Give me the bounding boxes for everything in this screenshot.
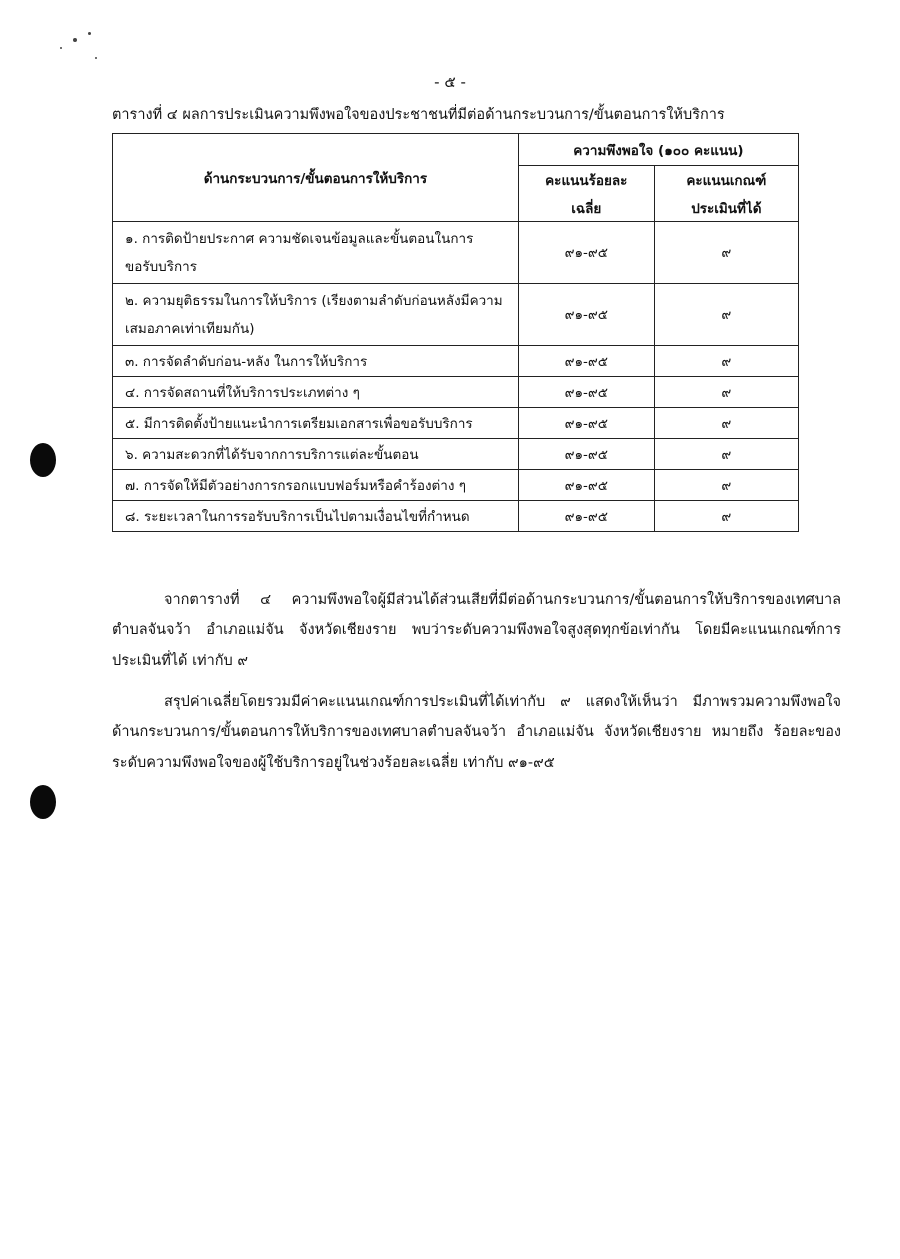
row-average: ๙๑-๙๕ <box>518 439 654 470</box>
row-score: ๙ <box>654 439 798 470</box>
table-row <box>113 284 799 346</box>
row-average: ๙๑-๙๕ <box>518 470 654 501</box>
row-process: ๑. การติดป้ายประกาศ ความชัดเจนข้อมูลและขั้นตอนในการขอรับบริการ <box>113 222 519 284</box>
punch-hole-top <box>30 443 56 477</box>
row-score: ๙ <box>654 470 798 501</box>
row-average: ๙๑-๙๕ <box>518 408 654 439</box>
row-average: ๙๑-๙๕ <box>518 346 654 377</box>
row-process: ๓. การจัดลำดับก่อน-หลัง ในการให้บริการ <box>113 346 519 377</box>
table-caption: ตารางที่ ๔ ผลการประเมินความพึงพอใจของประชาชนที่มีต่อด้านกระบวนการ/ขั้นตอนการให้บริการ <box>112 107 725 123</box>
scan-speck <box>73 38 77 42</box>
row-score: ๙ <box>654 501 798 532</box>
scan-speck <box>88 32 91 35</box>
row-score: ๙ <box>654 408 798 439</box>
header-score-line1: คะแนนเกณฑ์ <box>686 172 767 189</box>
table-row <box>113 346 799 377</box>
row-score: ๙ <box>654 346 798 377</box>
scan-speck <box>95 57 97 59</box>
row-process: ๒. ความยุติธรรมในการให้บริการ (เรียงตามลำดับก่อนหลังมีความเสมอภาคเท่าเทียมกัน) <box>113 284 519 346</box>
table-row <box>113 470 799 501</box>
header-score-line2: ประเมินที่ได้ <box>691 200 762 217</box>
paragraph-summary: จากตารางที่ ๔ ความพึงพอใจผู้มีส่วนได้ส่วนเสียที่มีต่อด้านกระบวนการ/ขั้นตอนการให้บริการของเทศบาลตำบลจันจว้า อำเภอแม่จัน จังหวัดเชียงราย พบว่าระดับความพึงพอใจสูงสุดทุกข้อเท่ากัน โดยมีคะแนนเกณฑ์การประเมินที่ได้ เท่ากับ ๙ <box>112 591 841 669</box>
paragraph-conclusion: สรุปค่าเฉลี่ยโดยรวมมีค่าคะแนนเกณฑ์การประเมินที่ได้เท่ากับ ๙ แสดงให้เห็นว่า มีภาพรวมความพึงพอใจ ด้านกระบวนการ/ขั้นตอนการให้บริการของเทศบาลตำบลจันจว้า อำเภอแม่จัน จังหวัดเชียงราย หมายถึง ร้อยละของระดับความพึงพอใจของผู้ใช้บริการอยู่ในช่วงร้อยละเฉลี่ย เท่ากับ ๙๑-๙๕ <box>112 693 841 771</box>
row-score: ๙ <box>654 377 798 408</box>
header-average-line1: คะแนนร้อยละ <box>545 172 628 189</box>
row-average: ๙๑-๙๕ <box>518 222 654 284</box>
table-row <box>113 222 799 284</box>
table-row <box>113 377 799 408</box>
page-number: - ๕ - <box>434 73 466 91</box>
satisfaction-table <box>112 133 799 532</box>
row-average: ๙๑-๙๕ <box>518 284 654 346</box>
row-score: ๙ <box>654 284 798 346</box>
header-average-line2: เฉลี่ย <box>571 200 602 217</box>
header-satisfaction: ความพึงพอใจ (๑๐๐ คะแนน) <box>518 134 798 166</box>
table-row <box>113 408 799 439</box>
table-row <box>113 501 799 532</box>
row-average: ๙๑-๙๕ <box>518 377 654 408</box>
header-process: ด้านกระบวนการ/ขั้นตอนการให้บริการ <box>113 134 519 222</box>
header-average <box>518 166 654 222</box>
scan-speck <box>60 47 62 49</box>
row-score: ๙ <box>654 222 798 284</box>
row-process: ๖. ความสะดวกที่ได้รับจากการบริการแต่ละขั้นตอน <box>113 439 519 470</box>
table-row <box>113 439 799 470</box>
row-process: ๕. มีการติดตั้งป้ายแนะนำการเตรียมเอกสารเพื่อขอรับบริการ <box>113 408 519 439</box>
row-process: ๘. ระยะเวลาในการรอรับบริการเป็นไปตามเงื่อนไขที่กำหนด <box>113 501 519 532</box>
row-average: ๙๑-๙๕ <box>518 501 654 532</box>
header-score <box>654 166 798 222</box>
punch-hole-bottom <box>30 785 56 819</box>
row-process: ๗. การจัดให้มีตัวอย่างการกรอกแบบฟอร์มหรือคำร้องต่าง ๆ <box>113 470 519 501</box>
row-process: ๔. การจัดสถานที่ให้บริการประเภทต่าง ๆ <box>113 377 519 408</box>
